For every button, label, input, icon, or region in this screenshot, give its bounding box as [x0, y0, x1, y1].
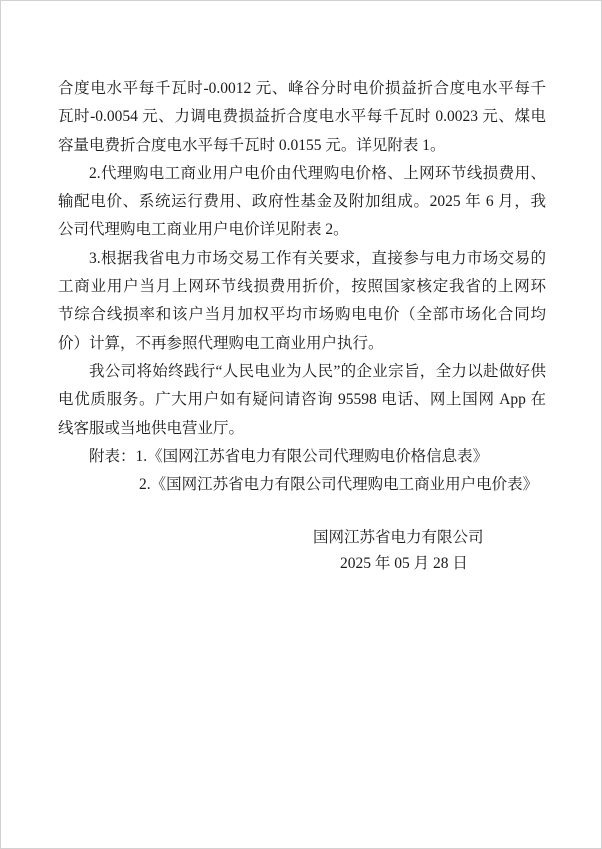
document-body — [58, 75, 546, 499]
attachment-title: 1.《国网江苏省电力有限公司代理购电价格信息表》 — [135, 447, 489, 465]
text-line: 合度电水平每千瓦时-0.0012 元、峰谷分时电价损益折合度电水平每千 — [58, 80, 546, 97]
issue-date: 2025 年 05 月 28 日 — [340, 555, 468, 572]
paragraph-user-price-composition — [58, 160, 546, 245]
issuing-organization: 国网江苏省电力有限公司 — [313, 529, 484, 546]
paragraph-price-breakdown — [58, 75, 546, 160]
text-line: 线客服或当地供电营业厅。 — [58, 419, 245, 437]
paragraph-service-commitment — [58, 358, 546, 443]
text-line: 价）计算，不再参照代理购电工商业用户执行。 — [58, 334, 384, 352]
text-line: 容量电费折合度电水平每千瓦时 0.0155 元。详见附表 1。 — [58, 136, 446, 154]
attachment-list — [58, 443, 546, 500]
paragraph-market-trading-users — [58, 245, 546, 358]
attachment-label: 附表： — [89, 447, 136, 465]
text-line: 节综合线损率和该户当月加权平均市场购电电价（全部市场化合同均 — [58, 306, 546, 324]
text-line: 2.代理购电工商业用户电价由代理购电价格、上网环节线损费用、 — [89, 164, 546, 182]
text-line: 工商业用户当月上网环节线损费用折价，按照国家核定我省的上网环 — [58, 278, 546, 296]
text-line: 我公司将始终践行“人民电业为人民”的企业宗旨，全力以赴做好供 — [89, 362, 546, 380]
text-line: 电优质服务。广大用户如有疑问请咨询 95598 电话、网上国网 App 在 — [58, 391, 546, 409]
text-line: 公司代理购电工商业用户电价详见附表 2。 — [58, 221, 349, 239]
text-line: 3.根据我省电力市场交易工作有关要求，直接参与电力市场交易的 — [89, 249, 546, 267]
attachment-item — [58, 443, 546, 471]
text-line: 输配电价、系统运行费用、政府性基金及附加组成。2025 年 6 月，我 — [58, 193, 546, 211]
text-line: 瓦时-0.0054 元、力调电费损益折合度电水平每千瓦时 0.0023 元、煤电 — [58, 108, 546, 126]
attachment-title: 2.《国网江苏省电力有限公司代理购电工商业用户电价表》 — [139, 476, 539, 494]
attachment-item — [58, 471, 546, 499]
